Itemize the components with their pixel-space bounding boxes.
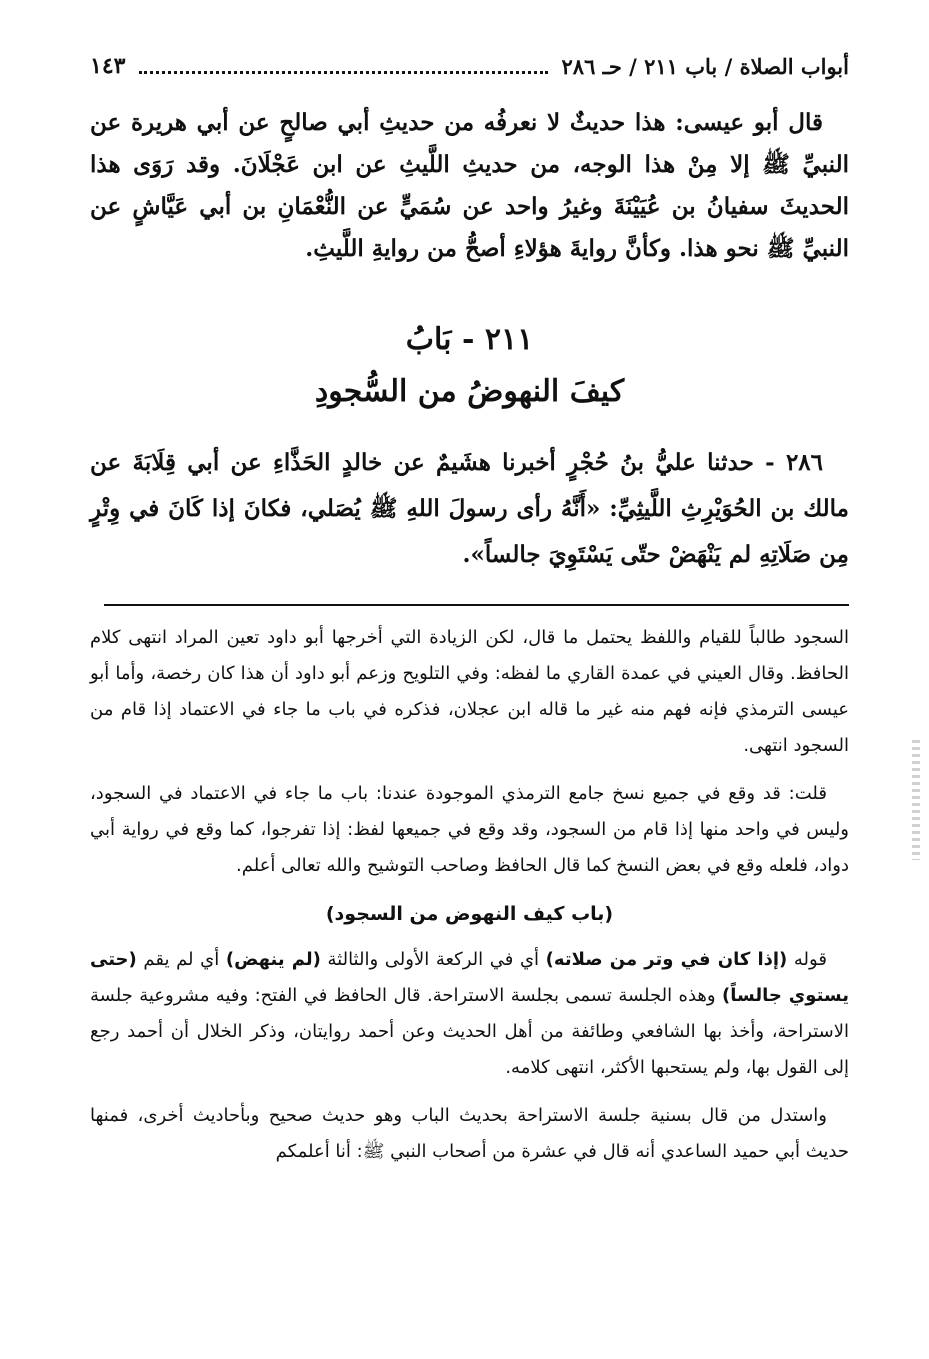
commentary-paragraph-4: واستدل من قال بسنية جلسة الاستراحة بحديث الباب وهو حديث صحيح وبأحاديث أخرى، فمنها حديث أبي حميد الساعدي أنه قال في عشرة من أصحاب النبي ﷺ: أنا أعلمكم — [90, 1105, 849, 1162]
commentary-paragraph-3 — [90, 942, 849, 1086]
p3-quote-1: (إذا كان في وتر من صلاته) — [545, 949, 788, 970]
page-number: ١٤٣ — [90, 53, 126, 79]
commentary-paragraph-1: السجود طالباً للقيام واللفظ يحتمل ما قال، لكن الزيادة التي أخرجها أبو داود تعين المراد انتهى كلام الحافظ. وقال العيني في عمدة القاري ما لفظه: وفي التلويح وزعم أبو داود أن هذا كان رخصة، وأما أبو عيسى الترمذي فإنه فهم منه غير ما قاله ابن عجلان، فذكره في باب ما جاء في الاعتماد إذا قام من السجود انتهى. — [90, 627, 849, 756]
chapter-number: ٢١١ - بَابُ — [405, 322, 534, 357]
p3-quote-2: (لم ينهض) — [225, 949, 321, 970]
p3-lead: قوله — [793, 949, 827, 970]
hadith-text: ٢٨٦ - حدثنا عليُّ بنُ حُجْرٍ أخبرنا هشَيمٌ عن خالدٍ الحَذَّاءِ عن أبي قِلَابَةَ عن مالك بن الحُوَيْرِثِ اللَّيثِيِّ: «أَنَّهُ رأى رسولَ اللهِ ﷺ يُصَلي، فكانَ إذا كَانَ في وِتْرٍ مِن صَلَاتِهِ لم يَنْهَضْ حتّى يَسْتَوِيَ جالساً». — [90, 449, 849, 568]
dotted-leader — [139, 59, 547, 74]
footnote-divider — [104, 604, 849, 606]
commentary-paragraph-2: قلت: قد وقع في جميع نسخ جامع الترمذي الموجودة عندنا: باب ما جاء في الاعتماد في السجود، وليس في واحد منها إذا قام من السجود، وقد وقع في جميعها لفظ: إذا تفرجوا، كما وقع في رواية أبي دواد، فلعله وقع في بعض النسخ كما قال الحافظ وصاحب التوشيح والله تعالى أعلم. — [90, 783, 849, 876]
p3-rest: وهذه الجلسة تسمى بجلسة الاستراحة. قال الحافظ في الفتح: وفيه مشروعية جلسة الاستراحة، وأخذ بها الشافعي وطائفة من أهل الحديث وعن أحمد روايتان، وذكر الخلال أن أحمد رجع إلى القول بها، ولم يستحبها الأكثر، انتهى كلامه. — [90, 985, 849, 1078]
main-text-block — [90, 102, 849, 270]
book-page — [90, 0, 849, 1359]
hadith-block — [90, 440, 849, 578]
p3-mid-1: أي في الركعة الأولى والثالثة — [327, 949, 540, 970]
chapter-title: كيفَ النهوضُ من السُّجودِ — [314, 374, 625, 409]
running-head — [90, 46, 849, 86]
running-head-title: أبواب الصلاة / باب ٢١١ / حـ ٢٨٦ — [561, 53, 849, 79]
p3-quote-3: (حتى يستوي جالساً) — [90, 949, 849, 1006]
main-paragraph: قال أبو عيسى: هذا حديثٌ لا نعرفُه من حديثِ أبي صالحٍ عن أبي هريرة عن النبيِّ ﷺ إلا مِنْ هذا الوجه، من حديثِ اللَّيثِ عن ابن عَجْلَانَ. وقد رَوَى هذا الحديثَ سفيانُ بن عُيَيْنَةَ وغيرُ واحد عن سُمَيٍّ عن النُّعْمَانِ بن أبي عَيَّاشٍ عن النبيِّ ﷺ نحو هذا. وكأنَّ روايةَ هؤلاءِ أصحُّ من روايةِ اللَّيثِ. — [90, 109, 849, 262]
commentary-sub-heading: (باب كيف النهوض من السجود) — [325, 903, 614, 925]
commentary-block — [90, 620, 849, 1182]
p3-mid-2: أي لم يقم — [143, 949, 220, 970]
scan-artifact — [912, 740, 920, 860]
